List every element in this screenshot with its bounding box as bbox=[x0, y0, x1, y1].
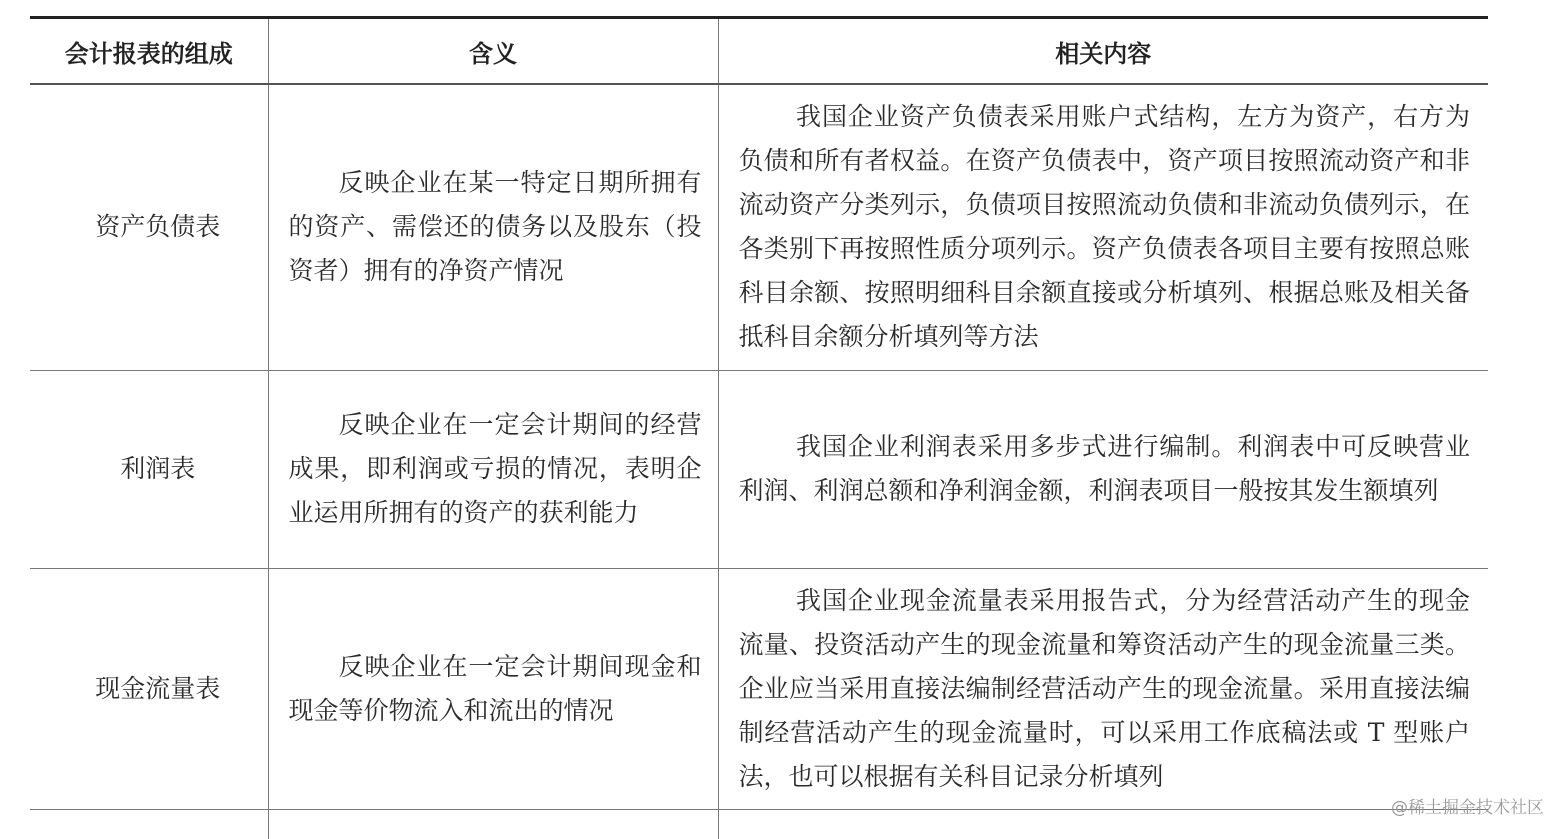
row-name: 现金流量表 bbox=[95, 673, 221, 703]
partial-cell bbox=[268, 809, 718, 839]
partial-cell bbox=[30, 809, 268, 839]
accounting-statements-table bbox=[30, 16, 1488, 839]
table-row-income-statement bbox=[30, 370, 1488, 568]
header-meaning: 含义 bbox=[268, 18, 718, 85]
table-body bbox=[30, 84, 1488, 839]
header-composition: 会计报表的组成 bbox=[64, 39, 233, 68]
watermark: @稀土掘金技术社区 bbox=[1391, 798, 1544, 818]
table-row-balance-sheet bbox=[30, 84, 1488, 370]
header-related-content: 相关内容 bbox=[718, 18, 1488, 85]
partial-cell bbox=[718, 809, 1488, 839]
row-content: 我国企业资产负债表采用账户式结构，左方为资产，右方为负债和所有者权益。在资产负债表中，资产项目按照流动资产和非流动资产分类列示，负债项目按照流动负债和非流动负债列示，在各类别下再按照性质分项列示。资产负债表各项目主要有按照总账科目余额、按照明细科目余额直接或分析填列、根据总账及相关备抵科目余额分析填列等方法 bbox=[718, 84, 1488, 370]
table-row-cash-flow-statement bbox=[30, 568, 1488, 809]
row-meaning: 反映企业在一定会计期间现金和现金等价物流入和流出的情况 bbox=[268, 568, 718, 809]
row-meaning: 反映企业在一定会计期间的经营成果，即利润或亏损的情况，表明企业运用所拥有的资产的获利能力 bbox=[268, 370, 718, 568]
header-row bbox=[30, 18, 1488, 85]
row-name: 利润表 bbox=[120, 454, 196, 483]
row-content: 我国企业利润表采用多步式进行编制。利润表中可反映营业利润、利润总额和净利润金额，利润表项目一般按其发生额填列 bbox=[718, 370, 1488, 568]
table-header bbox=[30, 18, 1488, 85]
accounting-statements-table-container bbox=[30, 16, 1488, 839]
table-row-partial bbox=[30, 809, 1488, 839]
row-content: 我国企业现金流量表采用报告式，分为经营活动产生的现金流量、投资活动产生的现金流量和筹资活动产生的现金流量三类。企业应当采用直接法编制经营活动产生的现金流量。采用直接法编制经营活动产生的现金流量时，可以采用工作底稿法或 T 型账户法，也可以根据有关科目记录分析填列 bbox=[718, 568, 1488, 809]
row-name: 资产负债表 bbox=[95, 212, 221, 242]
row-meaning: 反映企业在某一特定日期所拥有的资产、需偿还的债务以及股东（投资者）拥有的净资产情况 bbox=[268, 84, 718, 370]
